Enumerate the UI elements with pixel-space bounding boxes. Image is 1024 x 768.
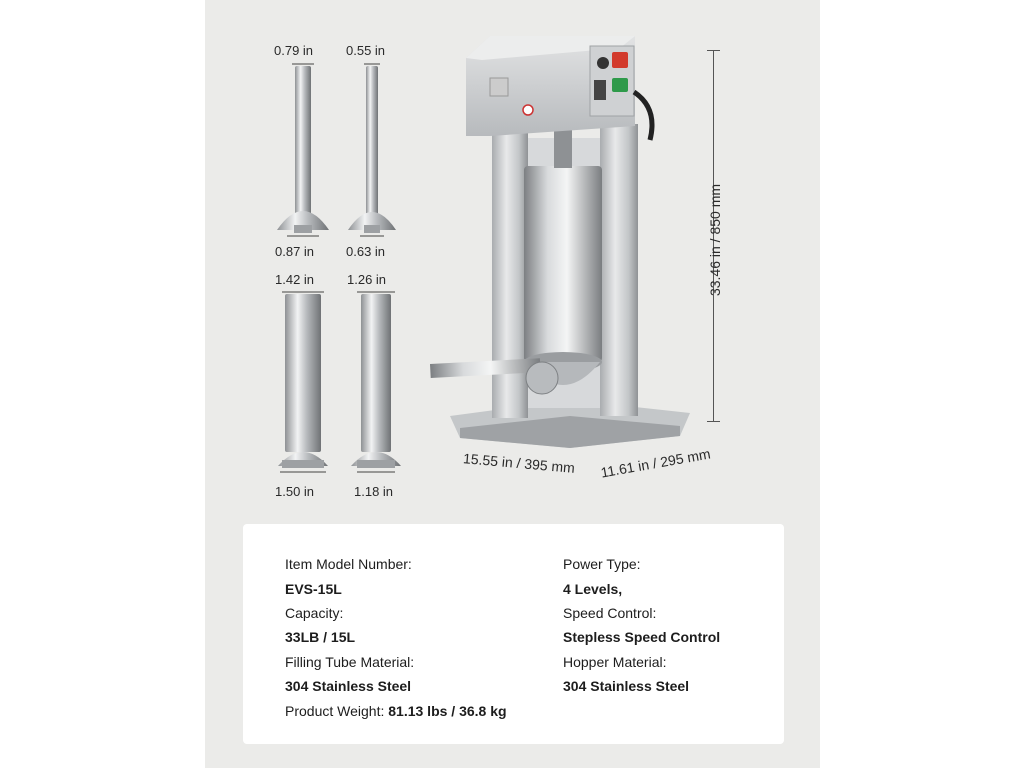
depth-dimension-label: 11.61 in / 295 mm (599, 445, 712, 481)
model-value: EVS-15L (285, 581, 342, 597)
power-label: Power Type: (563, 556, 641, 572)
hopper-label: Hopper Material: (563, 654, 667, 670)
spec-card (243, 524, 784, 744)
weight-row (285, 703, 507, 719)
tube-4-bottom-label: 1.18 in (354, 484, 394, 499)
weight-label: Product Weight: (285, 703, 389, 719)
tube-4-top-label: 1.26 in (347, 272, 387, 287)
speed-value: Stepless Speed Control (563, 629, 721, 645)
product-infographic (205, 0, 820, 768)
filling-tube-1 (273, 60, 333, 238)
power-value: 4 Levels, (563, 581, 623, 597)
hopper-value: 304 Stainless Steel (563, 678, 690, 694)
filling-tube-3 (270, 288, 336, 478)
speed-label: Speed Control: (563, 605, 657, 621)
tube-2-top-label: 0.55 in (346, 43, 386, 58)
tube-material-label: Filling Tube Material: (285, 654, 415, 670)
capacity-value: 33LB / 15L (285, 629, 356, 645)
tube-2-bottom-label: 0.63 in (346, 244, 386, 259)
tube-material-value: 304 Stainless Steel (285, 678, 412, 694)
tube-1-top-label: 0.79 in (274, 43, 314, 58)
tube-3-bottom-label: 1.50 in (275, 484, 315, 499)
weight-value: 81.13 lbs / 36.8 kg (388, 703, 507, 719)
filling-tube-2 (342, 60, 402, 238)
tube-3-top-label: 1.42 in (275, 272, 315, 287)
sausage-stuffer-machine (430, 28, 710, 448)
width-dimension-label: 15.55 in / 395 mm (462, 450, 576, 476)
filling-tube-4 (343, 288, 409, 478)
height-dimension-label: 33.46 in / 850 mm (707, 183, 723, 297)
capacity-label: Capacity: (285, 605, 344, 621)
model-label: Item Model Number: (285, 556, 412, 572)
tube-1-bottom-label: 0.87 in (275, 244, 315, 259)
